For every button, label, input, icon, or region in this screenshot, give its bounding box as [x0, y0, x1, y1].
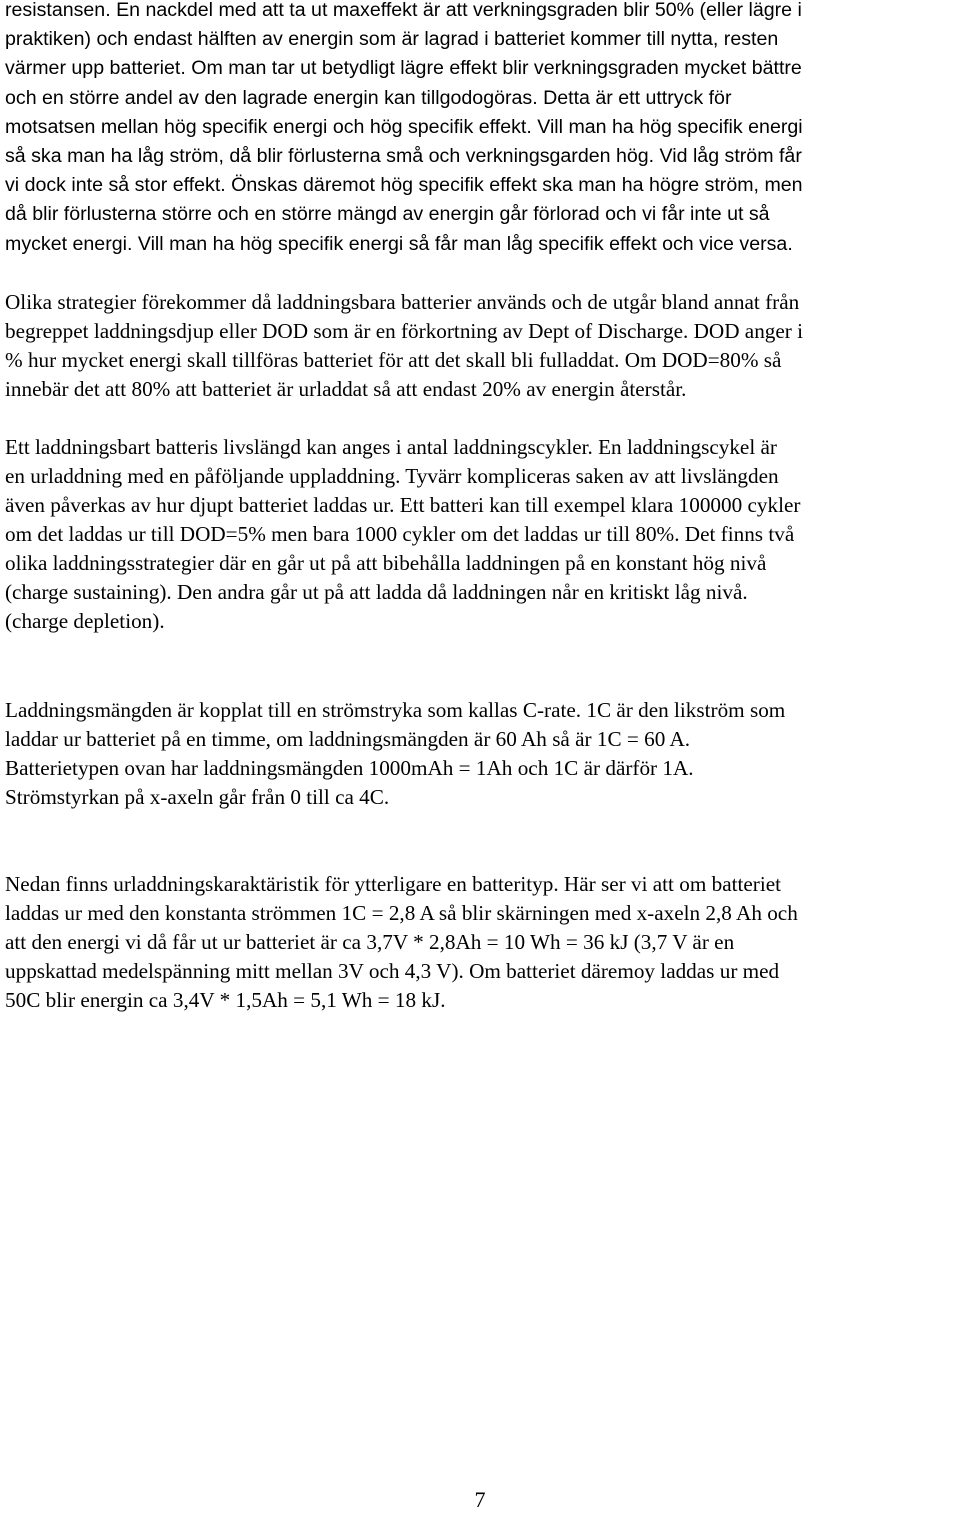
paragraph-dod [5, 288, 955, 404]
text-line: motsatsen mellan hög specifik energi och hög specifik effekt. Vill man ha hög specifik energi [5, 115, 803, 138]
text-line: (charge depletion). [5, 609, 165, 633]
text-line: Olika strategier förekommer då laddningsbara batterier används och de utgår bland annat från [5, 290, 800, 314]
text-line: Batterietypen ovan har laddningsmängden 1000mAh = 1Ah och 1C är därför 1A. [5, 756, 694, 780]
text-line: då blir förlusterna större och en större mängd av energin går förlorad och vi får inte ut så [5, 203, 770, 226]
text-line: resistansen. En nackdel med att ta ut maxeffekt är att verkningsgraden blir 50% (eller lägre i [5, 0, 802, 21]
text-line: uppskattad medelspänning mitt mellan 3V och 4,3 V). Om batteriet däremoy laddas ur med [5, 959, 780, 983]
paragraph-discharge-characteristic [5, 870, 955, 1015]
text-line: begreppet laddningsdjup eller DOD som är en förkortning av Dept of Discharge. DOD anger i [5, 319, 804, 343]
text-line: så ska man ha låg ström, då blir förlusterna små och verkningsgarden hög. Vid låg ström får [5, 145, 802, 168]
text-line: % hur mycket energi skall tillföras batteriet för att det skall bli fulladdat. Om DOD=80% så [5, 348, 782, 372]
paragraph-efficiency [5, 0, 955, 259]
text-line: laddar ur batteriet på en timme, om laddningsmängden är 60 Ah så är 1C = 60 A. [5, 727, 691, 751]
paragraph-c-rate [5, 696, 955, 812]
text-line: om det laddas ur till DOD=5% men bara 1000 cykler om det laddas ur till 80%. Det finns två [5, 522, 795, 546]
text-line: (charge sustaining). Den andra går ut på att ladda då laddningen når en kritiskt låg nivå. [5, 580, 748, 604]
text-line: Strömstyrkan på x-axeln går från 0 till ca 4C. [5, 785, 390, 809]
text-line: en urladdning med en påföljande uppladdning. Tyvärr kompliceras saken av att livslängden [5, 464, 779, 488]
text-line: att den energi vi då får ut ur batteriet är ca 3,7V * 2,8Ah = 10 Wh = 36 kJ (3,7 V är en [5, 930, 735, 954]
text-line: praktiken) och endast hälften av energin som är lagrad i batteriet kommer till nytta, resten [5, 28, 779, 51]
text-line: vi dock inte så stor effekt. Önskas däremot hög specifik effekt ska man ha högre ström, men [5, 174, 803, 197]
text-line: 50C blir energin ca 3,4V * 1,5Ah = 5,1 Wh = 18 kJ. [5, 988, 446, 1012]
text-line: och en större andel av den lagrade energin kan tillgodogöras. Detta är ett uttryck för [5, 86, 732, 109]
page-number: 7 [474, 1487, 486, 1512]
text-line: innebär det att 80% att batteriet är urladdat så att endast 20% av energin återstår. [5, 377, 687, 401]
text-line: Nedan finns urladdningskaraktäristik för ytterligare en batterityp. Här ser vi att om batteriet [5, 872, 782, 896]
text-line: mycket energi. Vill man ha hög specifik energi så får man låg specifik effekt och vice versa. [5, 232, 793, 255]
text-line: Laddningsmängden är kopplat till en strömstryka som kallas C-rate. 1C är den likström som [5, 698, 786, 722]
paragraph-lifetime [5, 433, 955, 636]
text-line: Ett laddningsbart batteris livslängd kan anges i antal laddningscykler. En laddningscykel är [5, 435, 777, 459]
text-line: laddas ur med den konstanta strömmen 1C = 2,8 A så blir skärningen med x-axeln 2,8 Ah och [5, 901, 798, 925]
text-line: olika laddningsstrategier där en går ut på att bibehålla laddningen på en konstant hög nivå [5, 551, 767, 575]
text-line: värmer upp batteriet. Om man tar ut betydligt lägre effekt blir verkningsgraden mycket bättre [5, 57, 802, 80]
text-line: även påverkas av hur djupt batteriet laddas ur. Ett batteri kan till exempel klara 100000 cykler [5, 493, 801, 517]
